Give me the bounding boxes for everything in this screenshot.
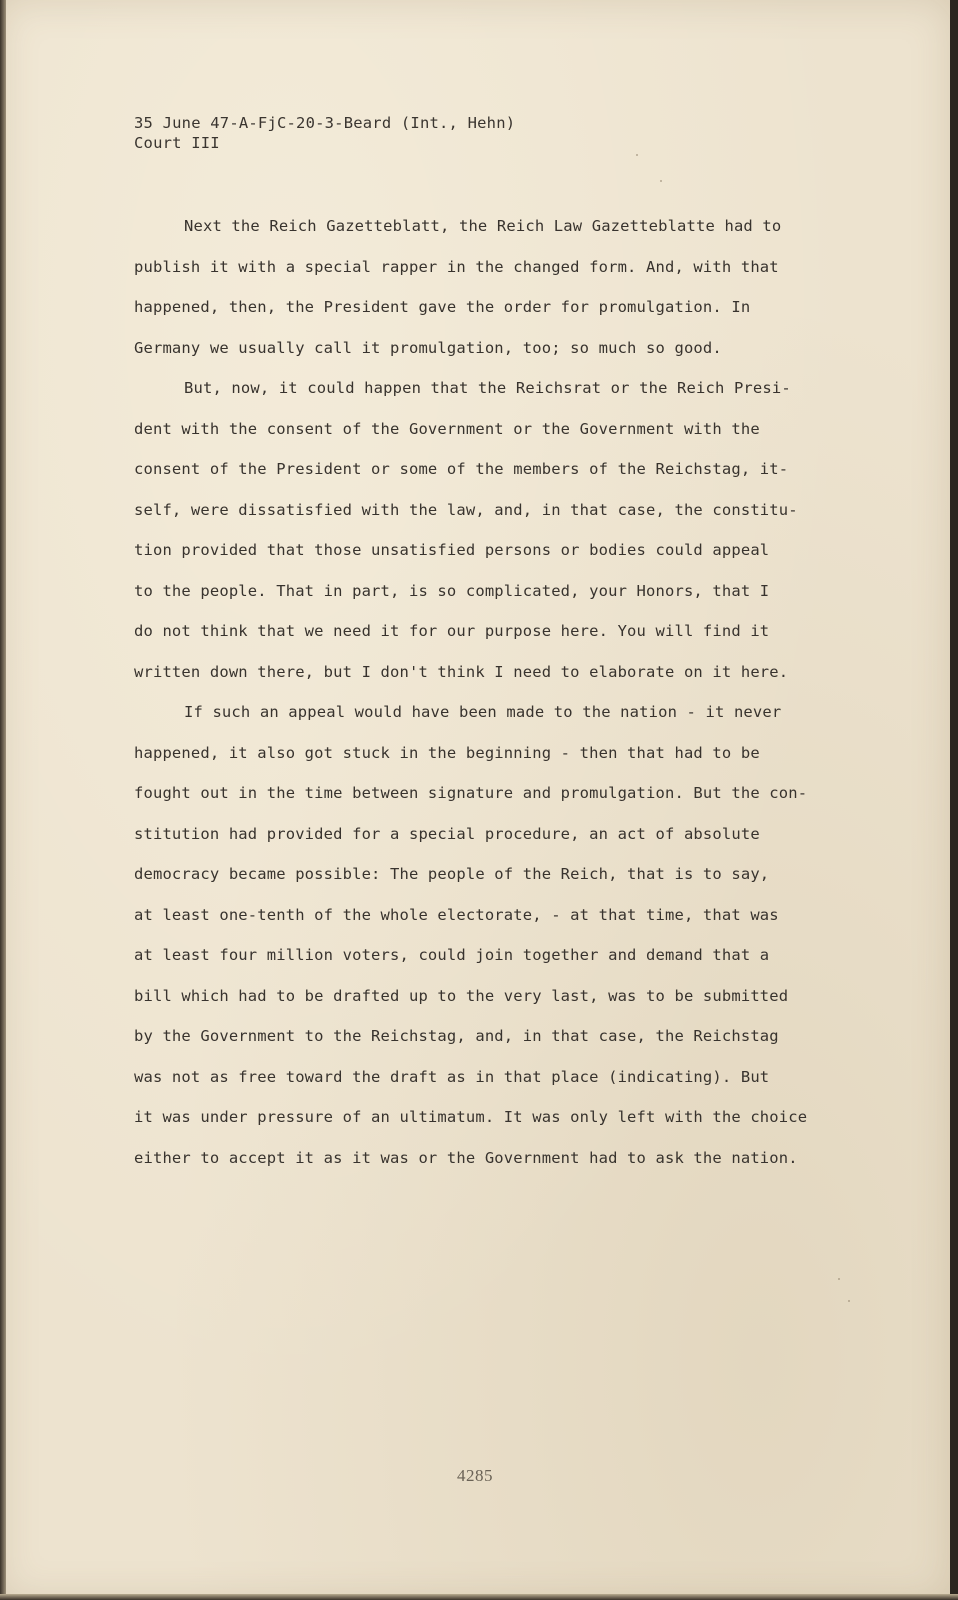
transcript-line: do not think that we need it for our purpose here. You will find it	[134, 622, 770, 640]
transcript-line: But, now, it could happen that the Reichsrat or the Reich Presi-	[184, 379, 791, 397]
page-left-edge	[0, 0, 6, 1600]
transcript-line: happened, then, the President gave the order for promulgation. In	[134, 298, 751, 316]
transcript-line: to the people. That in part, is so complicated, your Honors, that I	[134, 581, 770, 600]
transcript-line: at least one-tenth of the whole electorate, - at that time, that was	[134, 905, 779, 924]
document-header	[134, 113, 515, 153]
paper-speck	[848, 1300, 850, 1302]
transcript-line: fought out in the time between signature and promulgation. But the con-	[134, 784, 808, 802]
transcript-line: stitution had provided for a special procedure, an act of absolute	[134, 824, 760, 843]
transcript-line: it was under pressure of an ultimatum. It was only left with the choice	[134, 1108, 808, 1126]
paper-speck	[838, 1278, 840, 1280]
transcript-line: If such an appeal would have been made to the nation - it never	[184, 703, 782, 721]
transcript-line: tion provided that those unsatisfied persons or bodies could appeal	[134, 541, 770, 559]
transcript-line: consent of the President or some of the members of the Reichstag, it-	[134, 460, 789, 478]
transcript-line: written down there, but I don't think I need to elaborate on it here.	[134, 662, 789, 681]
transcript-line: was not as free toward the draft as in that place (indicating). But	[134, 1067, 770, 1086]
header-reference-line: 35 June 47-A-FjC-20-3-Beard (Int., Hehn)	[134, 114, 516, 132]
page-bottom-edge	[0, 1594, 958, 1600]
transcript-line: publish it with a special rapper in the changed form. And, with that	[134, 257, 779, 276]
transcript-line: self, were dissatisfied with the law, and, in that case, the constitu-	[134, 500, 798, 519]
paper-speck	[660, 180, 662, 182]
transcript-line: happened, it also got stuck in the beginning - then that had to be	[134, 743, 760, 762]
transcript-body	[134, 206, 894, 1178]
transcript-line: bill which had to be drafted up to the very last, was to be submitted	[134, 986, 789, 1005]
transcript-line: Next the Reich Gazetteblatt, the Reich Law Gazetteblatte had to	[184, 217, 782, 235]
transcript-line: either to accept it as it was or the Government had to ask the nation.	[134, 1148, 798, 1167]
transcript-line: at least four million voters, could join together and demand that a	[134, 946, 770, 964]
paper-speck	[636, 154, 638, 156]
transcript-line: dent with the consent of the Government or the Government with the	[134, 419, 760, 438]
transcript-line: democracy became possible: The people of the Reich, that is to say,	[134, 865, 770, 883]
header-court-line: Court III	[134, 134, 220, 152]
transcript-line: by the Government to the Reichstag, and, in that case, the Reichstag	[134, 1027, 779, 1045]
page-number: 4285	[457, 1466, 493, 1485]
transcript-line: Germany we usually call it promulgation, too; so much so good.	[134, 338, 722, 357]
